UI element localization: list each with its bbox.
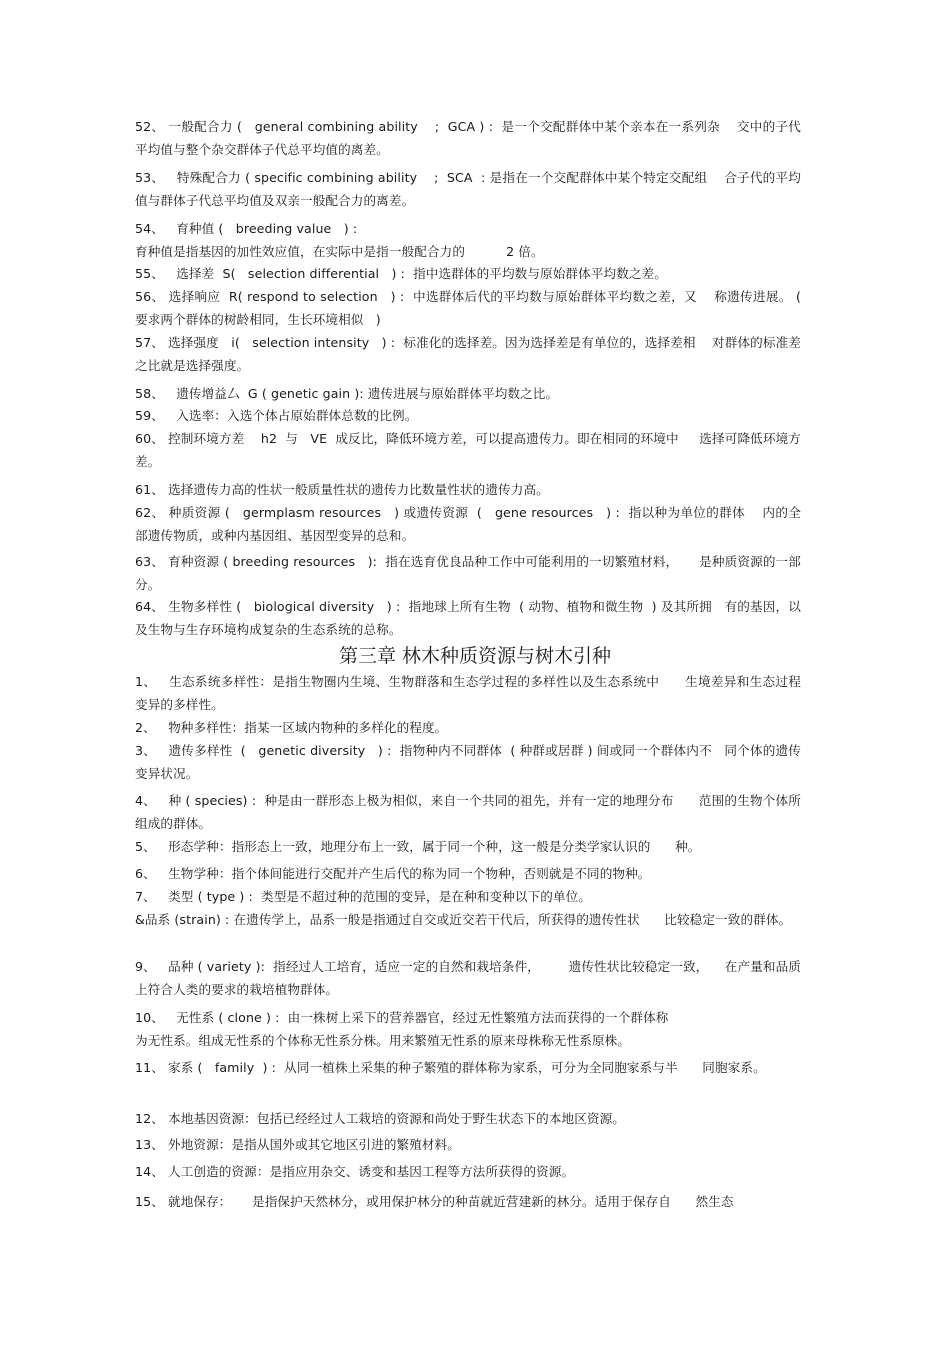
- definition-13: 13、 外地资源：是指从国外或其它地区引进的繁殖材料。: [135, 1137, 460, 1152]
- definition-62: 62、 种质资源 ( germplasm resources ) 或遗传资源 ( gene resources ) : 指以种为单位的群体 内的全部遗传物质，或种内基因组、基因型变异的总和。: [135, 505, 801, 543]
- definition-55: 55、 选择差 S( selection differential ) : 指中选群体的平均数与原始群体平均数之差。: [135, 266, 667, 281]
- definition-10: 10、 无性系 ( clone ) : 由一株树上采下的营养器官，经过无性繁殖方法而获得的一个群体称 为无性系。组成无性系的个体称无性系分株。用来繁殖无性系的原来母株称无性系原株。: [135, 1010, 669, 1048]
- definition-5: 5、 形态学种：指形态上一致，地理分布上一致，属于同一个种，这一般是分类学家认识的 种。: [135, 839, 701, 854]
- definition-2: 2、 物种多样性：指某一区域内物种的多样化的程度。: [135, 720, 448, 735]
- definition-8: &品系 (strain) : 在遗传学上，品系一般是指通过自交或近交若干代后，所获得的遗传性状 比较稳定一致的群体。: [135, 912, 792, 927]
- definition-57: 57、 选择强度 i( selection intensity ) : 标准化的选择差。因为选择差是有单位的，选择差相 对群体的标准差之比就是选择强度。: [135, 335, 801, 373]
- definition-58: 58、 遗传增益厶 G ( genetic gain ): 遗传进展与原始群体平均数之比。: [135, 386, 559, 401]
- definition-53: 53、 特殊配合力 ( specific combining ability ; SCA : 是指在一个交配群体中某个特定交配组 合子代的平均值与群体子代总平均值及双亲一般配合力的离差。: [135, 170, 801, 208]
- definition-9: 9、 品种 ( variety ): 指经过人工培育，适应一定的自然和栽培条件， 遗传性状比较稳定一致， 在产量和品质上符合人类的要求的栽培植物群体。: [135, 959, 801, 997]
- definition-7: 7、 类型 ( type ) : 类型是不超过种的范围的变异，是在种和变种以下的单位。: [135, 889, 592, 904]
- definition-3: 3、 遗传多样性 ( genetic diversity ) : 指物种内不同群体 ( 种群或居群 ) 间或同一个群体内不 同个体的遗传变异状况。: [135, 743, 801, 781]
- definition-6: 6、 生物学种：指个体间能进行交配并产生后代的称为同一个物种，否则就是不同的物种。: [135, 866, 651, 881]
- definition-14: 14、 人工创造的资源：是指应用杂交、诱变和基因工程等方法所获得的资源。: [135, 1164, 575, 1179]
- definition-11: 11、 家系 ( family ) : 从同一植株上采集的种子繁殖的群体称为家系，可分为全同胞家系与半 同胞家系。: [135, 1060, 766, 1075]
- definition-60: 60、 控制环境方差 h2 与 VE 成反比，降低环境方差，可以提高遗传力。即在相同的环境中 选择可降低环境方差。: [135, 431, 801, 469]
- definition-4: 4、 种 ( species) : 种是由一群形态上极为相似，来自一个共同的祖先，并有一定的地理分布 范围的生物个体所组成的群体。: [135, 793, 801, 831]
- definition-59: 59、 入选率：入选个体占原始群体总数的比例。: [135, 408, 418, 423]
- definition-15: 15、 就地保存： 是指保护天然林分，或用保护林分的种苗就近营建新的林分。适用于保存自 然生态: [135, 1194, 734, 1209]
- definition-64: 64、 生物多样性 ( biological diversity ) : 指地球上所有生物 ( 动物、植物和微生物 ) 及其所拥 有的基因，以及生物与生存环境构成复杂的生态系统的总称。: [135, 599, 801, 637]
- definition-56: 56、 选择响应 R( respond to selection ) : 中选群体后代的平均数与原始群体平均数之差，又 称遗传进展。 ( 要求两个群体的树龄相同，生长环境相似 ): [135, 289, 810, 327]
- definition-63: 63、 育种资源 ( breeding resources ): 指在选育优良品种工作中可能利用的一切繁殖材料， 是种质资源的一部分。: [135, 554, 801, 592]
- definition-1: 1、 生态系统多样性：是指生物圈内生境、生物群落和生态学过程的多样性以及生态系统中 生境差异和生态过程变异的多样性。: [135, 674, 801, 712]
- definition-54: 54、 育种值 ( breeding value ) : 育种值是指基因的加性效应值，在实际中是指一般配合力的 2 倍。: [135, 221, 544, 259]
- definition-12: 12、 本地基因资源：包括已经经过人工栽培的资源和尚处于野生状态下的本地区资源。: [135, 1111, 625, 1126]
- definition-52: 52、 一般配合力 ( general combining ability ; GCA ) : 是一个交配群体中某个亲本在一系列杂 交中的子代平均值与整个杂交群体子代总平均值的离差。: [135, 119, 801, 157]
- definition-61: 61、 选择遗传力高的性状一般质量性状的遗传力比数量性状的遗传力高。: [135, 482, 549, 497]
- chapter-title: 第三章 林木种质资源与树木引种: [338, 645, 612, 667]
